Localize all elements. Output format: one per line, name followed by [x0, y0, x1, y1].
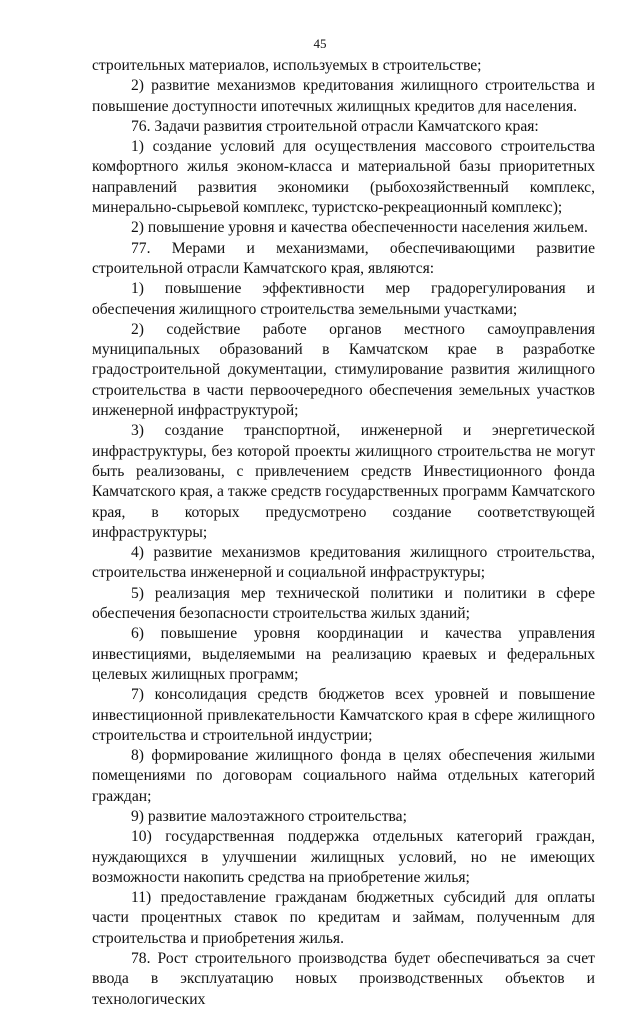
paragraph-78: 78. Рост строительного производства будет обеспечиваться за счет ввода в эксплуатацию новых производственных объектов и технологических	[92, 950, 595, 1008]
paragraph-77-item-9: 9) развитие малоэтажного строительства;	[131, 807, 407, 825]
paragraph-77-item-5: 5) реализация мер технической политики и политики в сфере обеспечения безопасности строительства жилых зданий;	[92, 584, 595, 623]
paragraph-77-item-1: 1) повышение эффективности мер градорегулирования и обеспечения жилищного строительства земельными участками;	[92, 280, 595, 318]
paragraph-76-item-2: 2) повышение уровня и качества обеспеченности населения жильем.	[131, 219, 588, 237]
paragraph-77-item-8: 8) формирование жилищного фонда в целях обеспечения жилыми помещениями по договорам социального найма отдельных категорий граждан;	[92, 747, 595, 805]
paragraph-77-item-6: 6) повышение уровня координации и качества управления инвестициями, выделяемыми на реализацию краевых и федеральных целевых жилищных программ;	[92, 625, 595, 683]
document-body	[92, 56, 595, 1010]
paragraph-77-item-10: 10) государственная поддержка отдельных категорий граждан, нуждающихся в улучшении жилищных условий, но не имеющих возможности накопить средства на приобретение жилья;	[92, 828, 595, 886]
paragraph-76-item-1: 1) создание условий для осуществления массового строительства комфортного жилья эконом-класса и материальной базы приоритетных направлений развития экономики (рыбохозяйственный комплекс, минерально-сырьевой комплекс, туристско-рекреационный комплекс);	[92, 138, 595, 217]
page-number: 45	[313, 36, 327, 51]
paragraph-77-item-11: 11) предоставление гражданам бюджетных субсидий для оплаты части процентных ставок по кредитам и займам, полученным для строительства и приобретения жилья.	[92, 889, 595, 947]
paragraph-77-item-3: 3) создание транспортной, инженерной и энергетической инфраструктуры, без которой проекты жилищного строительства не могут быть реализованы, с привлечением средств Инвестиционного фонда Камчатского края, а также средств государственных программ Камчатского края, в которых предусмотрено создание соответствующей инфраструктуры;	[92, 422, 595, 541]
paragraph-77-item-4: 4) развитие механизмов кредитования жилищного строительства, строительства инженерной и социальной инфраструктуры;	[92, 544, 595, 582]
paragraph-item-2-mortgage: 2) развитие механизмов кредитования жилищного строительства и повышение доступности ипотечных жилищных кредитов для населения.	[92, 77, 595, 115]
paragraph-77-item-7: 7) консолидация средств бюджетов всех уровней и повышение инвестиционной привлекательности Камчатского края в сфере жилищного строительства и строительной индустрии;	[92, 686, 595, 744]
paragraph-continuation: строительных материалов, используемых в строительстве;	[92, 57, 482, 74]
paragraph-77-heading: 77. Мерами и механизмами, обеспечивающими развитие строительной отрасли Камчатского края, являются:	[92, 239, 595, 277]
paragraph-77-item-2: 2) содействие работе органов местного самоуправления муниципальных образований в Камчатском крае в разработке градостроительной документации, стимулирование развития жилищного строительства в части первоочередного обеспечения земельных участков инженерной инфраструктурой;	[92, 320, 595, 420]
paragraph-76-heading: 76. Задачи развития строительной отрасли Камчатского края:	[131, 117, 539, 135]
